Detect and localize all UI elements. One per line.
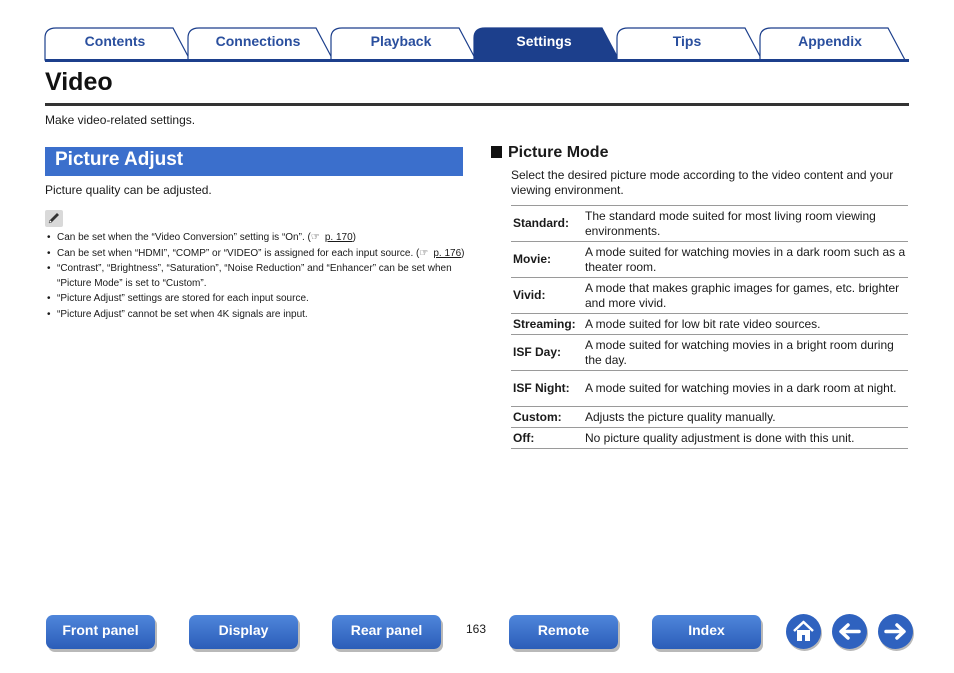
home-icon	[786, 614, 821, 649]
square-bullet-icon	[491, 146, 502, 158]
note-item: • Can be set when “HDMI”, “COMP” or “VIDEO” is assigned for each input source. (☞ p. 176)	[45, 247, 465, 262]
note-item: • “Contrast”, “Brightness”, “Saturation”, “Noise Reduction” and “Enhancer” can be set when “Picture Mode” is set to “Custom”.	[47, 263, 452, 289]
front-panel-button[interactable]: Front panel	[46, 615, 155, 649]
title-divider	[45, 103, 909, 106]
picture-mode-table	[511, 205, 908, 449]
tab-connections[interactable]: Connections	[215, 33, 301, 49]
rear-panel-button[interactable]: Rear panel	[332, 615, 441, 649]
remote-button[interactable]: Remote	[509, 615, 618, 649]
tab-tips[interactable]: Tips	[672, 33, 702, 49]
back-arrow-icon	[832, 614, 867, 649]
table-row: ISF Night: A mode suited for watching movies in a dark room at night.	[511, 371, 908, 407]
display-button[interactable]: Display	[189, 615, 298, 649]
page-intro: Make video-related settings.	[45, 113, 196, 127]
note-item: • “Picture Adjust” cannot be set when 4K signals are input.	[45, 308, 465, 323]
picture-mode-heading: Picture Mode	[491, 144, 608, 162]
index-button[interactable]: Index	[652, 615, 761, 649]
note-item: • Can be set when the “Video Conversion” setting is “On”. (☞ p. 170)	[45, 231, 465, 246]
reference-icon: ☞	[310, 232, 320, 243]
page-title: Video	[45, 68, 113, 96]
tab-contents[interactable]: Contents	[84, 33, 146, 49]
tab-appendix[interactable]: Appendix	[798, 33, 862, 49]
tab-bar	[0, 0, 954, 64]
table-row: Off: No picture quality adjustment is done with this unit.	[511, 428, 908, 449]
back-button[interactable]	[832, 614, 867, 649]
tab-underline	[45, 59, 909, 62]
forward-button[interactable]	[878, 614, 913, 649]
page-ref-link[interactable]: p. 176	[433, 247, 462, 259]
table-row: Standard: The standard mode suited for most living room viewing environments.	[511, 206, 908, 242]
table-row: Movie: A mode suited for watching movies in a dark room such as a theater room.	[511, 242, 908, 278]
page-ref-link[interactable]: p. 170	[324, 232, 353, 243]
table-row: Custom: Adjusts the picture quality manually.	[511, 407, 908, 428]
tab-playback[interactable]: Playback	[370, 33, 432, 49]
pencil-icon	[45, 210, 63, 227]
notes-list	[45, 231, 465, 323]
page-number: 163	[466, 622, 487, 636]
picture-mode-desc: Select the desired picture mode according to the video content and your viewing environment.	[511, 168, 894, 197]
tab-settings[interactable]: Settings	[516, 33, 572, 49]
forward-arrow-icon	[878, 614, 913, 649]
table-row: Vivid: A mode that makes graphic images for games, etc. brighter and more vivid.	[511, 278, 908, 314]
bullet-icon: •	[47, 263, 51, 274]
picture-adjust-desc: Picture quality can be adjusted.	[45, 183, 212, 197]
reference-icon: ☞	[419, 247, 429, 259]
picture-adjust-heading: Picture Adjust	[45, 147, 463, 176]
home-button[interactable]	[786, 614, 821, 649]
note-item: • “Picture Adjust” settings are stored for each input source.	[45, 292, 465, 307]
bullet-icon: •	[47, 293, 51, 304]
bullet-icon: •	[47, 308, 51, 320]
table-row: ISF Day: A mode suited for watching movies in a bright room during the day.	[511, 335, 908, 371]
bullet-icon: •	[47, 232, 51, 243]
bullet-icon: •	[47, 247, 51, 259]
table-row: Streaming: A mode suited for low bit rate video sources.	[511, 314, 908, 335]
